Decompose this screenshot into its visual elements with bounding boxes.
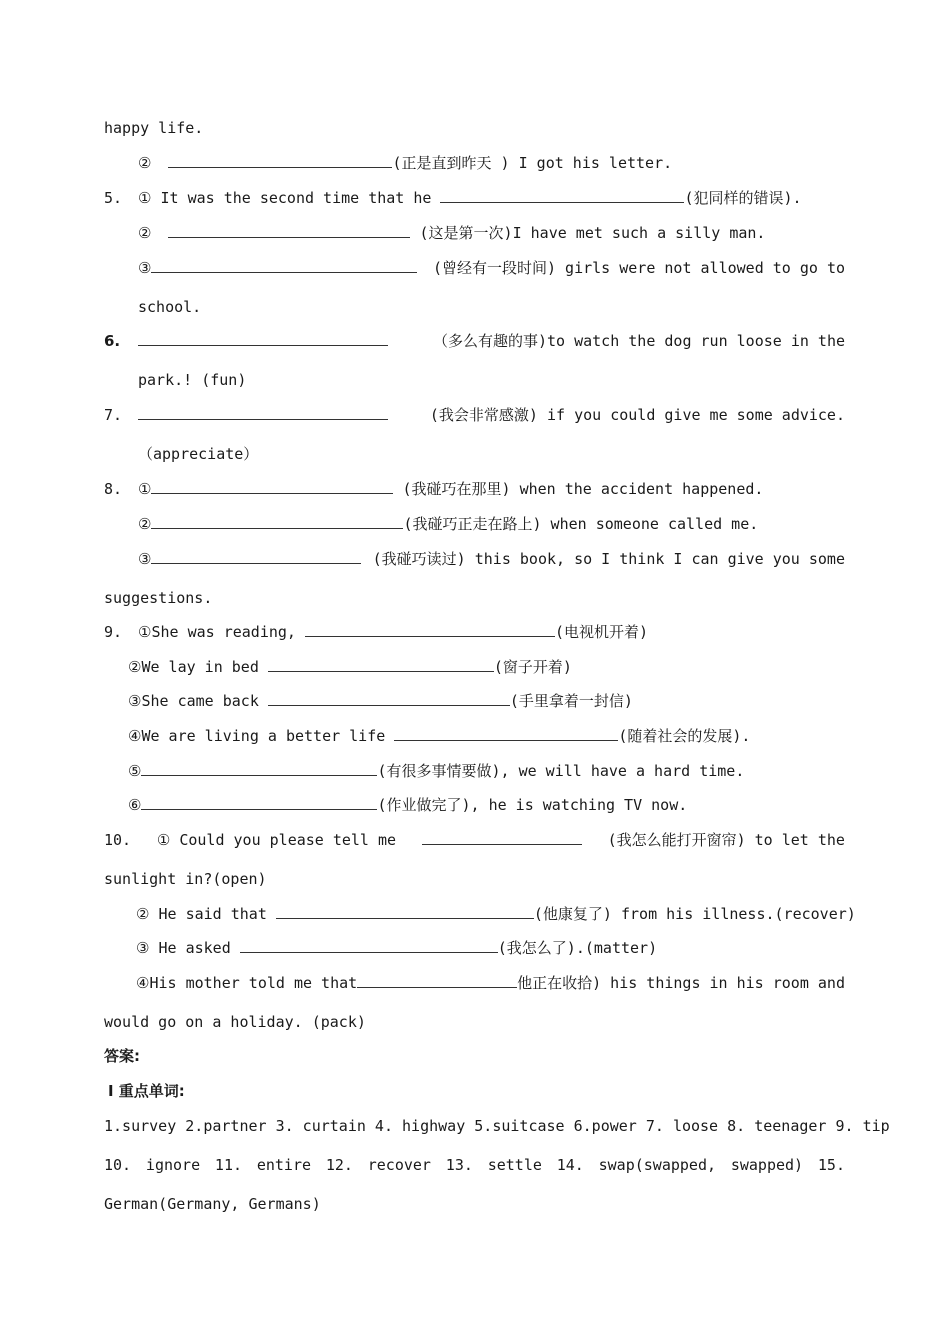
section-heading: Ⅰ 重点单词: [108, 1082, 185, 1100]
item-mark: ② [138, 224, 152, 242]
question-number: 9. [104, 623, 123, 641]
item-text: (他康复了) from his illness.(recover) [533, 905, 856, 923]
item-text: (我碰巧读过) this book, so I think I can give you some [372, 550, 845, 568]
item-text: (窗子开着) [493, 658, 572, 676]
item-text: ①She was reading, [138, 623, 296, 641]
item-text: ① Could you please tell me [156, 831, 397, 849]
item-mark: ② [138, 154, 152, 172]
q9-item-5 [128, 761, 744, 781]
q10-item-3 [136, 938, 657, 958]
answer-line-3: German(Germany, Germans) [104, 1195, 321, 1213]
item-text: It was the second time that he [160, 189, 432, 207]
item-text: (这是第一次)I have met such a silly man. [419, 224, 766, 242]
answer-blank[interactable] [151, 549, 361, 564]
q9-item-3 [128, 691, 633, 711]
item-text: ②We lay in bed [128, 658, 259, 676]
q5-continuation: school. [138, 298, 202, 316]
answer-blank[interactable] [151, 258, 417, 273]
item-mark: ① [138, 480, 152, 498]
item-text: (我碰巧正走在路上) when someone called me. [403, 515, 759, 533]
q10-item-2 [136, 904, 856, 924]
answer-line-1: 1.survey 2.partner 3. curtain 4. highway 5.suitcase 6.power 7. loose 8. teenager 9. tip [104, 1117, 890, 1135]
q10-continuation-1: sunlight in?(open) [104, 870, 267, 888]
answer-blank[interactable] [240, 938, 498, 953]
item-text: (手里拿着一封信) [509, 692, 633, 710]
q9-item-4 [128, 726, 750, 746]
item-text: (我怎么了).(matter) [497, 939, 658, 957]
answer-blank[interactable] [268, 657, 494, 672]
item-text: ④We are living a better life [128, 727, 386, 745]
q6 [104, 331, 845, 351]
item-text: 他正在收拾) his things in his room and [517, 974, 845, 992]
q9-item-2 [128, 657, 572, 677]
item-text: (有很多事情要做), we will have a hard time. [377, 762, 745, 780]
item-text: ④His mother told me that [136, 974, 358, 992]
q5-item-3 [138, 258, 845, 278]
q10-continuation-4: would go on a holiday. (pack) [104, 1013, 366, 1031]
q8-continuation: suggestions. [104, 589, 213, 607]
item-text: (我怎么能打开窗帘) to let the [607, 831, 845, 849]
item-text: (我碰巧在那里) when the accident happened. [402, 480, 764, 498]
q8-item-1 [104, 479, 763, 499]
item-text: (曾经有一段时间) girls were not allowed to go to [432, 259, 845, 277]
answer-blank[interactable] [440, 188, 684, 203]
q5-item-2 [138, 223, 765, 243]
item-text: (随着社会的发展). [618, 727, 751, 745]
item-text: （多么有趣的事)to watch the dog run loose in the [432, 332, 845, 350]
q7 [104, 405, 845, 425]
item-text: (我会非常感激) if you could give me some advice. [429, 406, 845, 424]
item-mark: ① [138, 189, 152, 207]
item-mark: ③ [138, 259, 152, 277]
answer-blank[interactable] [151, 514, 403, 529]
q4-continuation: happy life. [104, 119, 204, 137]
answer-blank[interactable] [138, 331, 388, 346]
q10-item-1 [104, 830, 845, 850]
item-text: (电视机开着) [554, 623, 649, 641]
item-text: ② He said that [136, 905, 267, 923]
answer-blank[interactable] [276, 904, 534, 919]
item-text: ③ He asked [136, 939, 231, 957]
item-text: (正是直到昨天 ) I got his letter. [392, 154, 673, 172]
answer-blank[interactable] [141, 761, 377, 776]
answer-blank[interactable] [305, 622, 555, 637]
answer-blank[interactable] [138, 405, 388, 420]
question-number: 10. [104, 831, 132, 849]
question-number: 7. [104, 406, 123, 424]
answer-blank[interactable] [422, 830, 582, 845]
answer-blank[interactable] [357, 973, 517, 988]
q8-item-2 [138, 514, 758, 534]
answer-blank[interactable] [168, 153, 392, 168]
answer-line-2: 10. ignore 11. entire 12. recover 13. settle 14. swap(swapped, swapped) 15. [104, 1156, 845, 1174]
answer-blank[interactable] [141, 795, 377, 810]
item-text: ③She came back [128, 692, 259, 710]
q9-item-1 [104, 622, 648, 642]
q8-item-3 [138, 549, 845, 569]
answer-blank[interactable] [168, 223, 410, 238]
q6-continuation: park.! (fun) [138, 371, 247, 389]
q9-item-6 [128, 795, 687, 815]
question-number: 8. [104, 480, 123, 498]
q5-item-1 [104, 188, 802, 208]
answer-blank[interactable] [268, 691, 510, 706]
question-number: 6. [104, 332, 121, 350]
answer-blank[interactable] [394, 726, 618, 741]
item-text: (作业做完了), he is watching TV now. [377, 796, 688, 814]
question-number: 5. [104, 189, 123, 207]
item-text: ⑥ [128, 796, 142, 814]
q10-item-4 [136, 973, 845, 993]
answer-blank[interactable] [151, 479, 393, 494]
item-text: ⑤ [128, 762, 142, 780]
q4-item-2 [138, 153, 672, 173]
answers-heading: 答案: [104, 1047, 140, 1065]
item-text: (犯同样的错误). [684, 189, 802, 207]
q7-continuation: （appreciate） [138, 445, 259, 463]
item-mark: ② [138, 515, 152, 533]
item-mark: ③ [138, 550, 152, 568]
